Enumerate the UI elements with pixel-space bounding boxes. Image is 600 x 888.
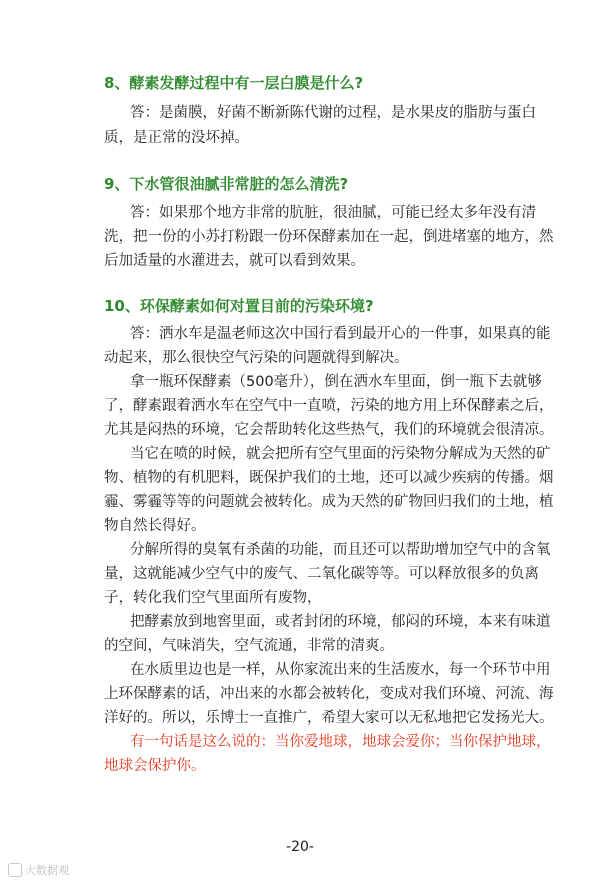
page-number: -20- bbox=[286, 839, 314, 855]
section-10-line-7: 物、植物的有机肥料，既保护我们的土地，还可以减少疾病的传播。烟 bbox=[104, 470, 554, 486]
section-10-heading: 10、环保酵素如何对置目前的污染环境? bbox=[104, 297, 374, 315]
section-10-line-12: 子，转化我们空气里面所有废物， bbox=[104, 590, 322, 606]
section-8-heading: 8、酵素发酵过程中有一层白膜是什么? bbox=[104, 74, 364, 92]
section-10-line-3: 拿一瓶环保酵素（500毫升），倒在洒水车里面，倒一瓶下去就够 bbox=[130, 374, 542, 390]
section-9-line-2: 洗，把一份的小苏打粉跟一份环保酵素加在一起，倒进堵塞的地方，然 bbox=[104, 229, 554, 245]
section-8-line-1: 答：是菌膜，好菌不断新陈代谢的过程，是水果皮的脂肪与蛋白 bbox=[130, 105, 536, 121]
quote-line-2: 地球会保护你。 bbox=[104, 758, 206, 774]
section-10-line-2: 动起来，那么很快空气污染的问题就得到解决。 bbox=[104, 350, 409, 366]
section-10-line-8: 霾、雾霾等等的问题就会被转化。成为天然的矿物回归我们的土地，植 bbox=[104, 494, 554, 510]
watermark-text: 大数据观 bbox=[25, 864, 69, 877]
watermark-logo-icon bbox=[8, 863, 22, 877]
section-9-line-1: 答：如果那个地方非常的肮脏，很油腻，可能已经太多年没有清 bbox=[130, 205, 536, 221]
section-10-line-10: 分解所得的臭氧有杀菌的功能，而且还可以帮助增加空气中的含氧 bbox=[130, 542, 551, 558]
section-10-line-5: 尤其是闷热的环境，它会帮助转化这些热气，我们的环境就会很清凉。 bbox=[104, 422, 554, 438]
quote-line-1: 有一句话是这么说的：当你爱地球，地球会爱你；当你保护地球， bbox=[130, 734, 551, 750]
section-10-line-6: 当它在喷的时候，就会把所有空气里面的污染物分解成为天然的矿 bbox=[130, 446, 551, 462]
section-10-line-9: 物自然长得好。 bbox=[104, 518, 206, 534]
section-10-line-11: 量，这就能减少空气中的废气、二氧化碳等等。可以释放很多的负离 bbox=[104, 566, 539, 582]
section-10-line-4: 了，酵素跟着洒水车在空气中一直喷，污染的地方用上环保酵素之后， bbox=[104, 398, 554, 414]
section-10-line-17: 洋好的。所以，乐博士一直推广，希望大家可以无私地把它发扬光大。 bbox=[104, 710, 554, 726]
section-10-line-14: 的空间，气味消失，空气流通，非常的清爽。 bbox=[104, 638, 394, 654]
section-9-line-3: 后加适量的水灌进去，就可以看到效果。 bbox=[104, 253, 365, 269]
section-9-heading: 9、下水管很油腻非常脏的怎么清洗? bbox=[104, 175, 349, 193]
watermark bbox=[8, 862, 69, 878]
section-10-line-13: 把酵素放到地窖里面，或者封闭的环境，郁闷的环境，本来有味道 bbox=[130, 614, 551, 630]
section-10-line-1: 答：洒水车是温老师这次中国行看到最开心的一件事，如果真的能 bbox=[130, 326, 551, 342]
section-10-line-15: 在水质里边也是一样，从你家流出来的生活废水，每一个环节中用 bbox=[130, 662, 551, 678]
section-8-line-2: 质，是正常的没坏掉。 bbox=[104, 130, 249, 146]
section-10-line-16: 上环保酵素的话，冲出来的水都会被转化，变成对我们环境、河流、海 bbox=[104, 686, 554, 702]
